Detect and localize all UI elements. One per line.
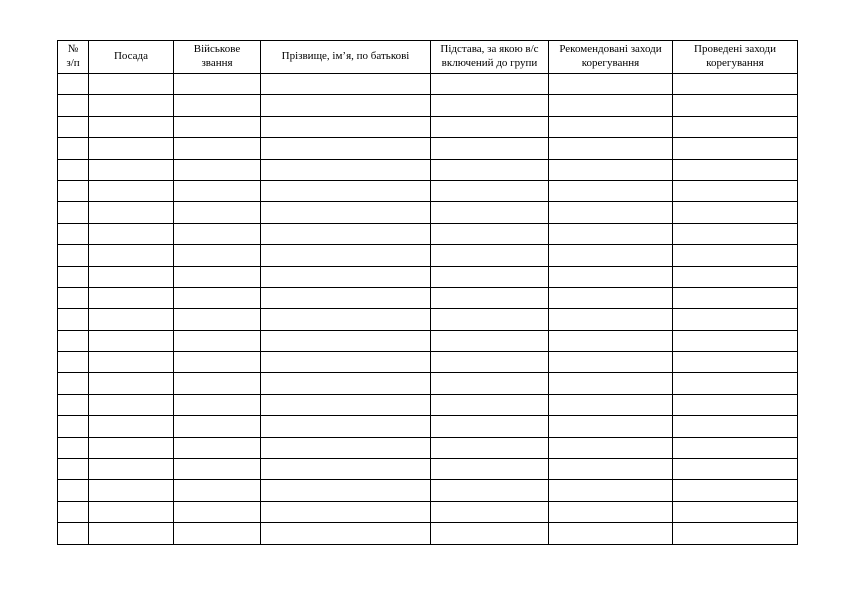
- table-cell-r1-military-rank[interactable]: [174, 74, 261, 95]
- table-cell-r18-position[interactable]: [89, 437, 174, 458]
- table-cell-r15-recommended-measures[interactable]: [549, 373, 673, 394]
- table-cell-r7-military-rank[interactable]: [174, 202, 261, 223]
- table-cell-r10-recommended-measures[interactable]: [549, 266, 673, 287]
- table-cell-r6-position[interactable]: [89, 180, 174, 201]
- table-cell-r5-conducted-measures[interactable]: [673, 159, 798, 180]
- column-header-recommended-measures: Рекомендовані заходи корегування: [549, 41, 673, 74]
- table-row: [58, 287, 798, 308]
- table-cell-r16-full-name[interactable]: [261, 394, 431, 415]
- table-row: [58, 116, 798, 137]
- table-row: [58, 202, 798, 223]
- table-cell-r19-military-rank[interactable]: [174, 459, 261, 480]
- table-cell-r8-conducted-measures[interactable]: [673, 223, 798, 244]
- table-cell-r1-conducted-measures[interactable]: [673, 74, 798, 95]
- table-cell-r4-conducted-measures[interactable]: [673, 138, 798, 159]
- table-cell-r12-conducted-measures[interactable]: [673, 309, 798, 330]
- table-cell-r14-military-rank[interactable]: [174, 352, 261, 373]
- table-cell-r4-full-name[interactable]: [261, 138, 431, 159]
- table-cell-r16-recommended-measures[interactable]: [549, 394, 673, 415]
- table-cell-r19-full-name[interactable]: [261, 459, 431, 480]
- table-cell-r12-position[interactable]: [89, 309, 174, 330]
- column-header-conducted-measures: Проведені заходи корегування: [673, 41, 798, 74]
- table-cell-r18-conducted-measures[interactable]: [673, 437, 798, 458]
- table-cell-r14-full-name[interactable]: [261, 352, 431, 373]
- table-cell-r4-row-number[interactable]: [58, 138, 89, 159]
- table-cell-r11-inclusion-reason[interactable]: [431, 287, 549, 308]
- table-cell-r9-full-name[interactable]: [261, 245, 431, 266]
- table-cell-r20-military-rank[interactable]: [174, 480, 261, 501]
- table-cell-r3-full-name[interactable]: [261, 116, 431, 137]
- table-cell-r15-row-number[interactable]: [58, 373, 89, 394]
- table-cell-r17-military-rank[interactable]: [174, 416, 261, 437]
- table-cell-r5-full-name[interactable]: [261, 159, 431, 180]
- table-row: [58, 223, 798, 244]
- table-row: [58, 245, 798, 266]
- table-row: [58, 330, 798, 351]
- table-cell-r11-full-name[interactable]: [261, 287, 431, 308]
- table-cell-r6-inclusion-reason[interactable]: [431, 180, 549, 201]
- table-cell-r14-row-number[interactable]: [58, 352, 89, 373]
- table-cell-r17-inclusion-reason[interactable]: [431, 416, 549, 437]
- table-row: [58, 416, 798, 437]
- table-row: [58, 74, 798, 95]
- column-header-inclusion-reason: Підстава, за якою в/с включений до групи: [431, 41, 549, 74]
- table-cell-r1-recommended-measures[interactable]: [549, 74, 673, 95]
- table-cell-r21-military-rank[interactable]: [174, 501, 261, 522]
- column-header-row-number: № з/п: [58, 41, 89, 74]
- table-cell-r16-row-number[interactable]: [58, 394, 89, 415]
- table-cell-r20-conducted-measures[interactable]: [673, 480, 798, 501]
- table-cell-r15-position[interactable]: [89, 373, 174, 394]
- table-cell-r12-military-rank[interactable]: [174, 309, 261, 330]
- table-cell-r21-conducted-measures[interactable]: [673, 501, 798, 522]
- table-cell-r3-inclusion-reason[interactable]: [431, 116, 549, 137]
- table-cell-r3-conducted-measures[interactable]: [673, 116, 798, 137]
- table-cell-r3-position[interactable]: [89, 116, 174, 137]
- table-cell-r15-military-rank[interactable]: [174, 373, 261, 394]
- table-cell-r12-inclusion-reason[interactable]: [431, 309, 549, 330]
- table-cell-r20-row-number[interactable]: [58, 480, 89, 501]
- table-cell-r9-row-number[interactable]: [58, 245, 89, 266]
- table-cell-r2-military-rank[interactable]: [174, 95, 261, 116]
- table-cell-r1-inclusion-reason[interactable]: [431, 74, 549, 95]
- table-cell-r13-full-name[interactable]: [261, 330, 431, 351]
- table-row: [58, 373, 798, 394]
- table-cell-r22-row-number[interactable]: [58, 523, 89, 544]
- table-cell-r5-row-number[interactable]: [58, 159, 89, 180]
- table-cell-r10-inclusion-reason[interactable]: [431, 266, 549, 287]
- table-header: [58, 41, 798, 74]
- table-cell-r9-recommended-measures[interactable]: [549, 245, 673, 266]
- table-cell-r16-conducted-measures[interactable]: [673, 394, 798, 415]
- table-cell-r10-position[interactable]: [89, 266, 174, 287]
- table-cell-r13-conducted-measures[interactable]: [673, 330, 798, 351]
- table-cell-r18-military-rank[interactable]: [174, 437, 261, 458]
- table-cell-r2-conducted-measures[interactable]: [673, 95, 798, 116]
- column-header-military-rank: Військове звання: [174, 41, 261, 74]
- table-cell-r21-position[interactable]: [89, 501, 174, 522]
- table-cell-r17-recommended-measures[interactable]: [549, 416, 673, 437]
- table-row: [58, 501, 798, 522]
- table-cell-r6-military-rank[interactable]: [174, 180, 261, 201]
- table-cell-r10-conducted-measures[interactable]: [673, 266, 798, 287]
- table-cell-r8-military-rank[interactable]: [174, 223, 261, 244]
- table-cell-r20-inclusion-reason[interactable]: [431, 480, 549, 501]
- table-cell-r8-row-number[interactable]: [58, 223, 89, 244]
- table-cell-r19-recommended-measures[interactable]: [549, 459, 673, 480]
- correction-group-table: [57, 40, 798, 545]
- table-cell-r10-full-name[interactable]: [261, 266, 431, 287]
- table-cell-r21-recommended-measures[interactable]: [549, 501, 673, 522]
- table-cell-r18-full-name[interactable]: [261, 437, 431, 458]
- table-cell-r10-military-rank[interactable]: [174, 266, 261, 287]
- table-row: [58, 480, 798, 501]
- table-cell-r2-position[interactable]: [89, 95, 174, 116]
- table-cell-r15-full-name[interactable]: [261, 373, 431, 394]
- table-cell-r10-row-number[interactable]: [58, 266, 89, 287]
- table-cell-r2-row-number[interactable]: [58, 95, 89, 116]
- table-cell-r6-full-name[interactable]: [261, 180, 431, 201]
- table-cell-r17-row-number[interactable]: [58, 416, 89, 437]
- table-cell-r19-row-number[interactable]: [58, 459, 89, 480]
- table-cell-r3-recommended-measures[interactable]: [549, 116, 673, 137]
- table-cell-r7-recommended-measures[interactable]: [549, 202, 673, 223]
- table-cell-r5-inclusion-reason[interactable]: [431, 159, 549, 180]
- table-cell-r19-position[interactable]: [89, 459, 174, 480]
- table-row: [58, 95, 798, 116]
- table-cell-r20-recommended-measures[interactable]: [549, 480, 673, 501]
- table-cell-r1-position[interactable]: [89, 74, 174, 95]
- table-cell-r19-inclusion-reason[interactable]: [431, 459, 549, 480]
- table-cell-r17-conducted-measures[interactable]: [673, 416, 798, 437]
- table-cell-r3-military-rank[interactable]: [174, 116, 261, 137]
- table-row: [58, 266, 798, 287]
- table-cell-r20-position[interactable]: [89, 480, 174, 501]
- table-cell-r14-conducted-measures[interactable]: [673, 352, 798, 373]
- table-cell-r18-inclusion-reason[interactable]: [431, 437, 549, 458]
- table-cell-r22-conducted-measures[interactable]: [673, 523, 798, 544]
- table-cell-r9-position[interactable]: [89, 245, 174, 266]
- table-cell-r16-position[interactable]: [89, 394, 174, 415]
- table-cell-r18-recommended-measures[interactable]: [549, 437, 673, 458]
- table-cell-r3-row-number[interactable]: [58, 116, 89, 137]
- table-row: [58, 309, 798, 330]
- header-row: [58, 41, 798, 74]
- table-row: [58, 352, 798, 373]
- table-cell-r17-position[interactable]: [89, 416, 174, 437]
- table-cell-r13-row-number[interactable]: [58, 330, 89, 351]
- table-cell-r2-full-name[interactable]: [261, 95, 431, 116]
- table-cell-r5-military-rank[interactable]: [174, 159, 261, 180]
- table-cell-r22-military-rank[interactable]: [174, 523, 261, 544]
- table-cell-r7-inclusion-reason[interactable]: [431, 202, 549, 223]
- table-cell-r8-full-name[interactable]: [261, 223, 431, 244]
- table-cell-r13-recommended-measures[interactable]: [549, 330, 673, 351]
- table-cell-r13-inclusion-reason[interactable]: [431, 330, 549, 351]
- table-cell-r11-conducted-measures[interactable]: [673, 287, 798, 308]
- table-cell-r11-row-number[interactable]: [58, 287, 89, 308]
- table-cell-r6-row-number[interactable]: [58, 180, 89, 201]
- table-cell-r13-military-rank[interactable]: [174, 330, 261, 351]
- table-cell-r7-position[interactable]: [89, 202, 174, 223]
- table-cell-r22-full-name[interactable]: [261, 523, 431, 544]
- table-row: [58, 138, 798, 159]
- table-cell-r6-recommended-measures[interactable]: [549, 180, 673, 201]
- table-cell-r1-full-name[interactable]: [261, 74, 431, 95]
- table-cell-r2-inclusion-reason[interactable]: [431, 95, 549, 116]
- table-row: [58, 394, 798, 415]
- table-cell-r12-row-number[interactable]: [58, 309, 89, 330]
- table-cell-r6-conducted-measures[interactable]: [673, 180, 798, 201]
- table-cell-r12-full-name[interactable]: [261, 309, 431, 330]
- table-cell-r16-inclusion-reason[interactable]: [431, 394, 549, 415]
- table-row: [58, 523, 798, 544]
- table-cell-r11-position[interactable]: [89, 287, 174, 308]
- table-cell-r4-recommended-measures[interactable]: [549, 138, 673, 159]
- table-body: [58, 74, 798, 545]
- table-cell-r21-full-name[interactable]: [261, 501, 431, 522]
- table-cell-r5-position[interactable]: [89, 159, 174, 180]
- table-row: [58, 159, 798, 180]
- table-cell-r14-position[interactable]: [89, 352, 174, 373]
- table-cell-r16-military-rank[interactable]: [174, 394, 261, 415]
- table-cell-r7-full-name[interactable]: [261, 202, 431, 223]
- table-cell-r9-conducted-measures[interactable]: [673, 245, 798, 266]
- table-cell-r8-inclusion-reason[interactable]: [431, 223, 549, 244]
- table-row: [58, 180, 798, 201]
- table-row: [58, 459, 798, 480]
- table-cell-r21-row-number[interactable]: [58, 501, 89, 522]
- table-cell-r22-recommended-measures[interactable]: [549, 523, 673, 544]
- column-header-position: Посада: [89, 41, 174, 74]
- table-cell-r14-inclusion-reason[interactable]: [431, 352, 549, 373]
- table-cell-r4-inclusion-reason[interactable]: [431, 138, 549, 159]
- table-cell-r22-position[interactable]: [89, 523, 174, 544]
- table-cell-r13-position[interactable]: [89, 330, 174, 351]
- table-cell-r9-inclusion-reason[interactable]: [431, 245, 549, 266]
- table-cell-r19-conducted-measures[interactable]: [673, 459, 798, 480]
- table-cell-r4-military-rank[interactable]: [174, 138, 261, 159]
- table-cell-r18-row-number[interactable]: [58, 437, 89, 458]
- table-cell-r8-recommended-measures[interactable]: [549, 223, 673, 244]
- table-cell-r12-recommended-measures[interactable]: [549, 309, 673, 330]
- table-cell-r2-recommended-measures[interactable]: [549, 95, 673, 116]
- table-cell-r4-position[interactable]: [89, 138, 174, 159]
- table-cell-r21-inclusion-reason[interactable]: [431, 501, 549, 522]
- table-cell-r14-recommended-measures[interactable]: [549, 352, 673, 373]
- table-cell-r20-full-name[interactable]: [261, 480, 431, 501]
- table-cell-r5-recommended-measures[interactable]: [549, 159, 673, 180]
- table-cell-r17-full-name[interactable]: [261, 416, 431, 437]
- table-cell-r15-conducted-measures[interactable]: [673, 373, 798, 394]
- table-row: [58, 437, 798, 458]
- table-cell-r9-military-rank[interactable]: [174, 245, 261, 266]
- table-cell-r1-row-number[interactable]: [58, 74, 89, 95]
- table-cell-r8-position[interactable]: [89, 223, 174, 244]
- table-cell-r11-military-rank[interactable]: [174, 287, 261, 308]
- table-cell-r7-row-number[interactable]: [58, 202, 89, 223]
- column-header-full-name: Прізвище, ім’я, по батькові: [261, 41, 431, 74]
- table-cell-r7-conducted-measures[interactable]: [673, 202, 798, 223]
- table-cell-r11-recommended-measures[interactable]: [549, 287, 673, 308]
- table-cell-r22-inclusion-reason[interactable]: [431, 523, 549, 544]
- table-cell-r15-inclusion-reason[interactable]: [431, 373, 549, 394]
